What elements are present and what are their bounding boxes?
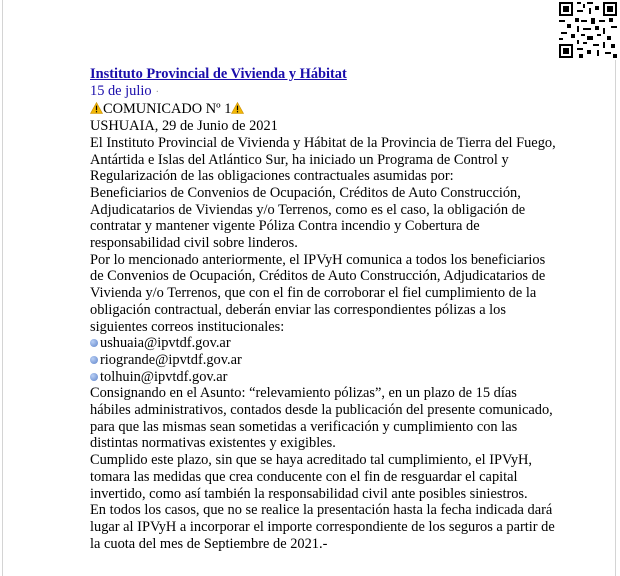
paragraph: En todos los casos, que no se realice la presentación hasta la fecha indicada dará lugar al IPVyH a incorporar el importe correspondiente de los seguros a partir de la cuota del mes de Septiembre de 2021.- — [90, 502, 555, 552]
warning-icon — [231, 102, 244, 114]
paragraph: Consignando en el Asunto: “relevamiento pólizas”, en un plazo de 15 días hábiles administrativos, contados desde la publicación del presente comunicado, para que las mismas sean sometidas a verificación y cumplimiento con las distintas normativas existentes y exigibles. — [90, 385, 553, 452]
email-item — [90, 352, 560, 369]
email-item — [90, 335, 560, 352]
email-dot-icon — [90, 339, 98, 347]
page-left-border — [2, 0, 3, 576]
email-item — [90, 369, 560, 386]
paragraph: Cumplido este plazo, sin que se haya acreditado tal cumplimiento, el IPVyH, tomara las medidas que crea conducente con el fin de resguardar el capital invertido, como así también la responsabilidad civil ante posibles siniestros. — [90, 452, 533, 502]
institute-title-link[interactable]: Instituto Provincial de Vivienda y Hábitat — [90, 66, 347, 82]
warning-icon — [90, 102, 103, 114]
email-dot-icon — [90, 356, 98, 364]
communique-text: COMUNICADO Nº 1 — [103, 101, 232, 118]
paragraph: Por lo mencionado anteriormente, el IPVyH comunica a todos los beneficiarios de Convenios de Ocupación, Créditos de Auto Construcción, Adjudicatarios de Vivienda y/o Terrenos, que con el fin de corroborar el fiel cumplimiento de la obligación contractual, deberán enviar las correspondientes pólizas a los siguientes correos institucionales: — [90, 251, 546, 335]
email-address: tolhuin@ipvtdf.gov.ar — [100, 368, 228, 385]
date-dot: · — [155, 86, 159, 98]
date-text: 15 de julio — [90, 82, 152, 99]
paragraph: Beneficiarios de Convenios de Ocupación, Créditos de Auto Construcción, Adjudicatarios de Viviendas y/o Terrenos, como es el caso, la obligación de contratar y mantener vigente Póliza Contra incendio y Cobertura de responsabilidad civil sobre linderos. — [90, 184, 526, 252]
email-address: riogrande@ipvtdf.gov.ar — [100, 351, 242, 368]
email-address: ushuaia@ipvtdf.gov.ar — [100, 335, 231, 352]
communique-heading — [90, 101, 560, 118]
place-date: USHUAIA, 29 de Junio de 2021 — [90, 118, 278, 135]
date-line — [90, 83, 560, 102]
document-body — [90, 66, 560, 552]
page-right-border — [615, 0, 616, 576]
paragraph: El Instituto Provincial de Vivienda y Hábitat de la Provincia de Tierra del Fuego, Antártida e Islas del Atlántico Sur, ha iniciado un Programa de Control y Regularización de las obligaciones contractuales asumidas por: — [90, 134, 556, 185]
email-dot-icon — [90, 373, 98, 381]
qr-code-icon — [557, 0, 619, 60]
